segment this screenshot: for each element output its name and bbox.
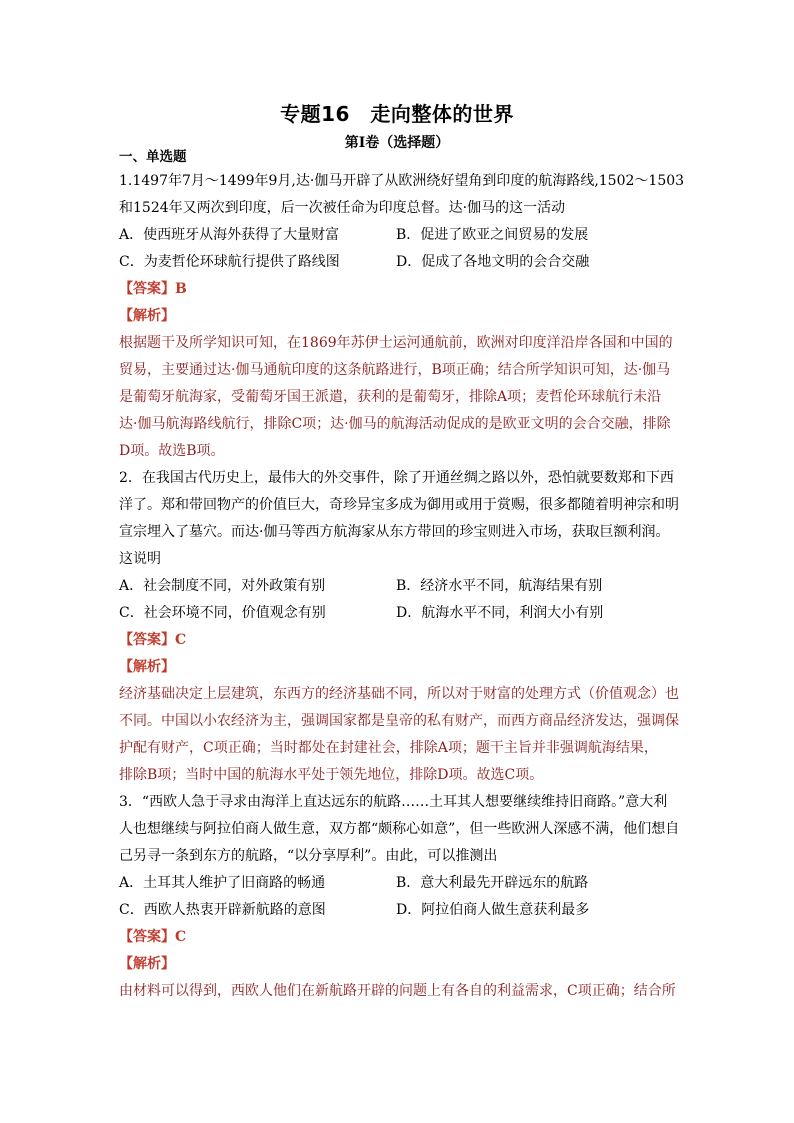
analysis-line: 由材料可以得到，西欧人他们在新航路开辟的问题上有各自的利益需求，C项正确；结合所 (119, 983, 676, 999)
analysis-line: 护配有财产，C项正确；当时都处在封建社会，排除A项；题干主旨并非强调航海结果， (119, 740, 658, 756)
option-row (119, 897, 699, 924)
analysis-line: 不同。中国以小农经济为主，强调国家都是皇帝的私有财产，而西方商品经济发达，强调保 (119, 713, 679, 729)
question-stem-line: 人也想继续与阿拉伯商人做生意，双方都“颇称心如意”，但一些欧洲人深感不满，他们想自 (119, 821, 680, 837)
option-row (119, 222, 699, 249)
analysis-line: 排除B项；当时中国的航海水平处于领先地位，排除D项。故选C项。 (119, 767, 544, 783)
analysis-label: 【解析】 (119, 659, 175, 675)
answer-label: 【答案】B (119, 281, 187, 297)
option-row (119, 870, 699, 897)
analysis-line: 贸易，主要通过达·伽马通航印度的这条航路进行，B项正确；结合所学知识可知，达·伽马 (119, 362, 671, 378)
option-d: D．促成了各地文明的会合交融 (396, 254, 590, 270)
analysis-line: 根据题干及所学知识可知，在1869年苏伊士运河通航前，欧洲对印度洋沿岸各国和中国的 (119, 335, 673, 351)
option-row (119, 249, 699, 276)
question-2 (119, 465, 699, 789)
option-row (119, 573, 699, 600)
option-a: A．社会制度不同，对外政策有别 (119, 578, 326, 594)
analysis-line: D项。故选B项。 (119, 443, 225, 459)
analysis-text (119, 330, 699, 465)
option-d: D．阿拉伯商人做生意获利最多 (396, 902, 590, 918)
question-stem-line: 这说明 (119, 551, 161, 567)
section-heading: 一、单选题 (119, 149, 187, 165)
question-stem-line: 2．在我国古代历史上，最伟大的外交事件，除了开通丝绸之路以外，恐怕就要数郑和下西 (119, 470, 674, 486)
question-stem-line: 宣宗埋入了墓穴。而达·伽马等西方航海家从东方带回的珍宝则进入市场，获取巨额利润。 (119, 524, 670, 540)
analysis-line: 经济基础决定上层建筑，东西方的经济基础不同，所以对于财富的处理方式（价值观念）也 (119, 686, 679, 702)
question-3 (119, 789, 699, 1005)
answer-label: 【答案】C (119, 632, 187, 648)
option-c: C．社会环境不同，价值观念有别 (119, 605, 326, 621)
analysis-line: 是葡萄牙航海家，受葡萄牙国王派遣，获利的是葡萄牙，排除A项；麦哲伦环球航行未沿 (119, 389, 662, 405)
question-stem-line: 1.1497年7月～1499年9月,达·伽马开辟了从欧洲绕好望角到印度的航海路线,1502～1503 (119, 173, 685, 189)
document-body (119, 148, 699, 1005)
option-d: D．航海水平不同，利润大小有别 (396, 605, 604, 621)
option-c: C．为麦哲伦环球航行提供了路线图 (119, 254, 340, 270)
option-b: B．意大利最先开辟远东的航路 (396, 875, 589, 891)
question-stem-line: 洋了。郑和带回物产的价值巨大，奇珍异宝多成为御用或用于赏赐，很多都随着明神宗和明 (119, 497, 679, 513)
option-row (119, 600, 699, 627)
answer-label: 【答案】C (119, 929, 187, 945)
question-stem-line: 己另寻一条到东方的航路，“以分享厚利”。由此，可以推测出 (119, 848, 498, 864)
question-stem-line: 3．“西欧人急于寻求由海洋上直达远东的航路……土耳其人想要继续维持旧商路。”意大利 (119, 794, 668, 810)
question-1 (119, 168, 699, 465)
option-a: A．土耳其人维护了旧商路的畅通 (119, 875, 326, 891)
analysis-text (119, 681, 699, 789)
analysis-text (119, 978, 699, 1005)
analysis-label: 【解析】 (119, 956, 175, 972)
page-title: 专题16 走向整体的世界 (280, 102, 514, 126)
analysis-line: 达·伽马航海路线航行，排除C项；达·伽马的航海活动促成的是欧亚文明的会合交融，排除 (119, 416, 671, 432)
analysis-label: 【解析】 (119, 308, 175, 324)
option-b: B．经济水平不同，航海结果有别 (396, 578, 603, 594)
page-subtitle: 第Ⅰ卷（选择题） (344, 135, 450, 151)
option-c: C．西欧人热衷开辟新航路的意图 (119, 902, 326, 918)
option-b: B．促进了欧亚之间贸易的发展 (396, 227, 589, 243)
option-a: A．使西班牙从海外获得了大量财富 (119, 227, 340, 243)
question-stem-line: 和1524年又两次到印度，后一次被任命为印度总督。达·伽马的这一活动 (119, 200, 566, 216)
